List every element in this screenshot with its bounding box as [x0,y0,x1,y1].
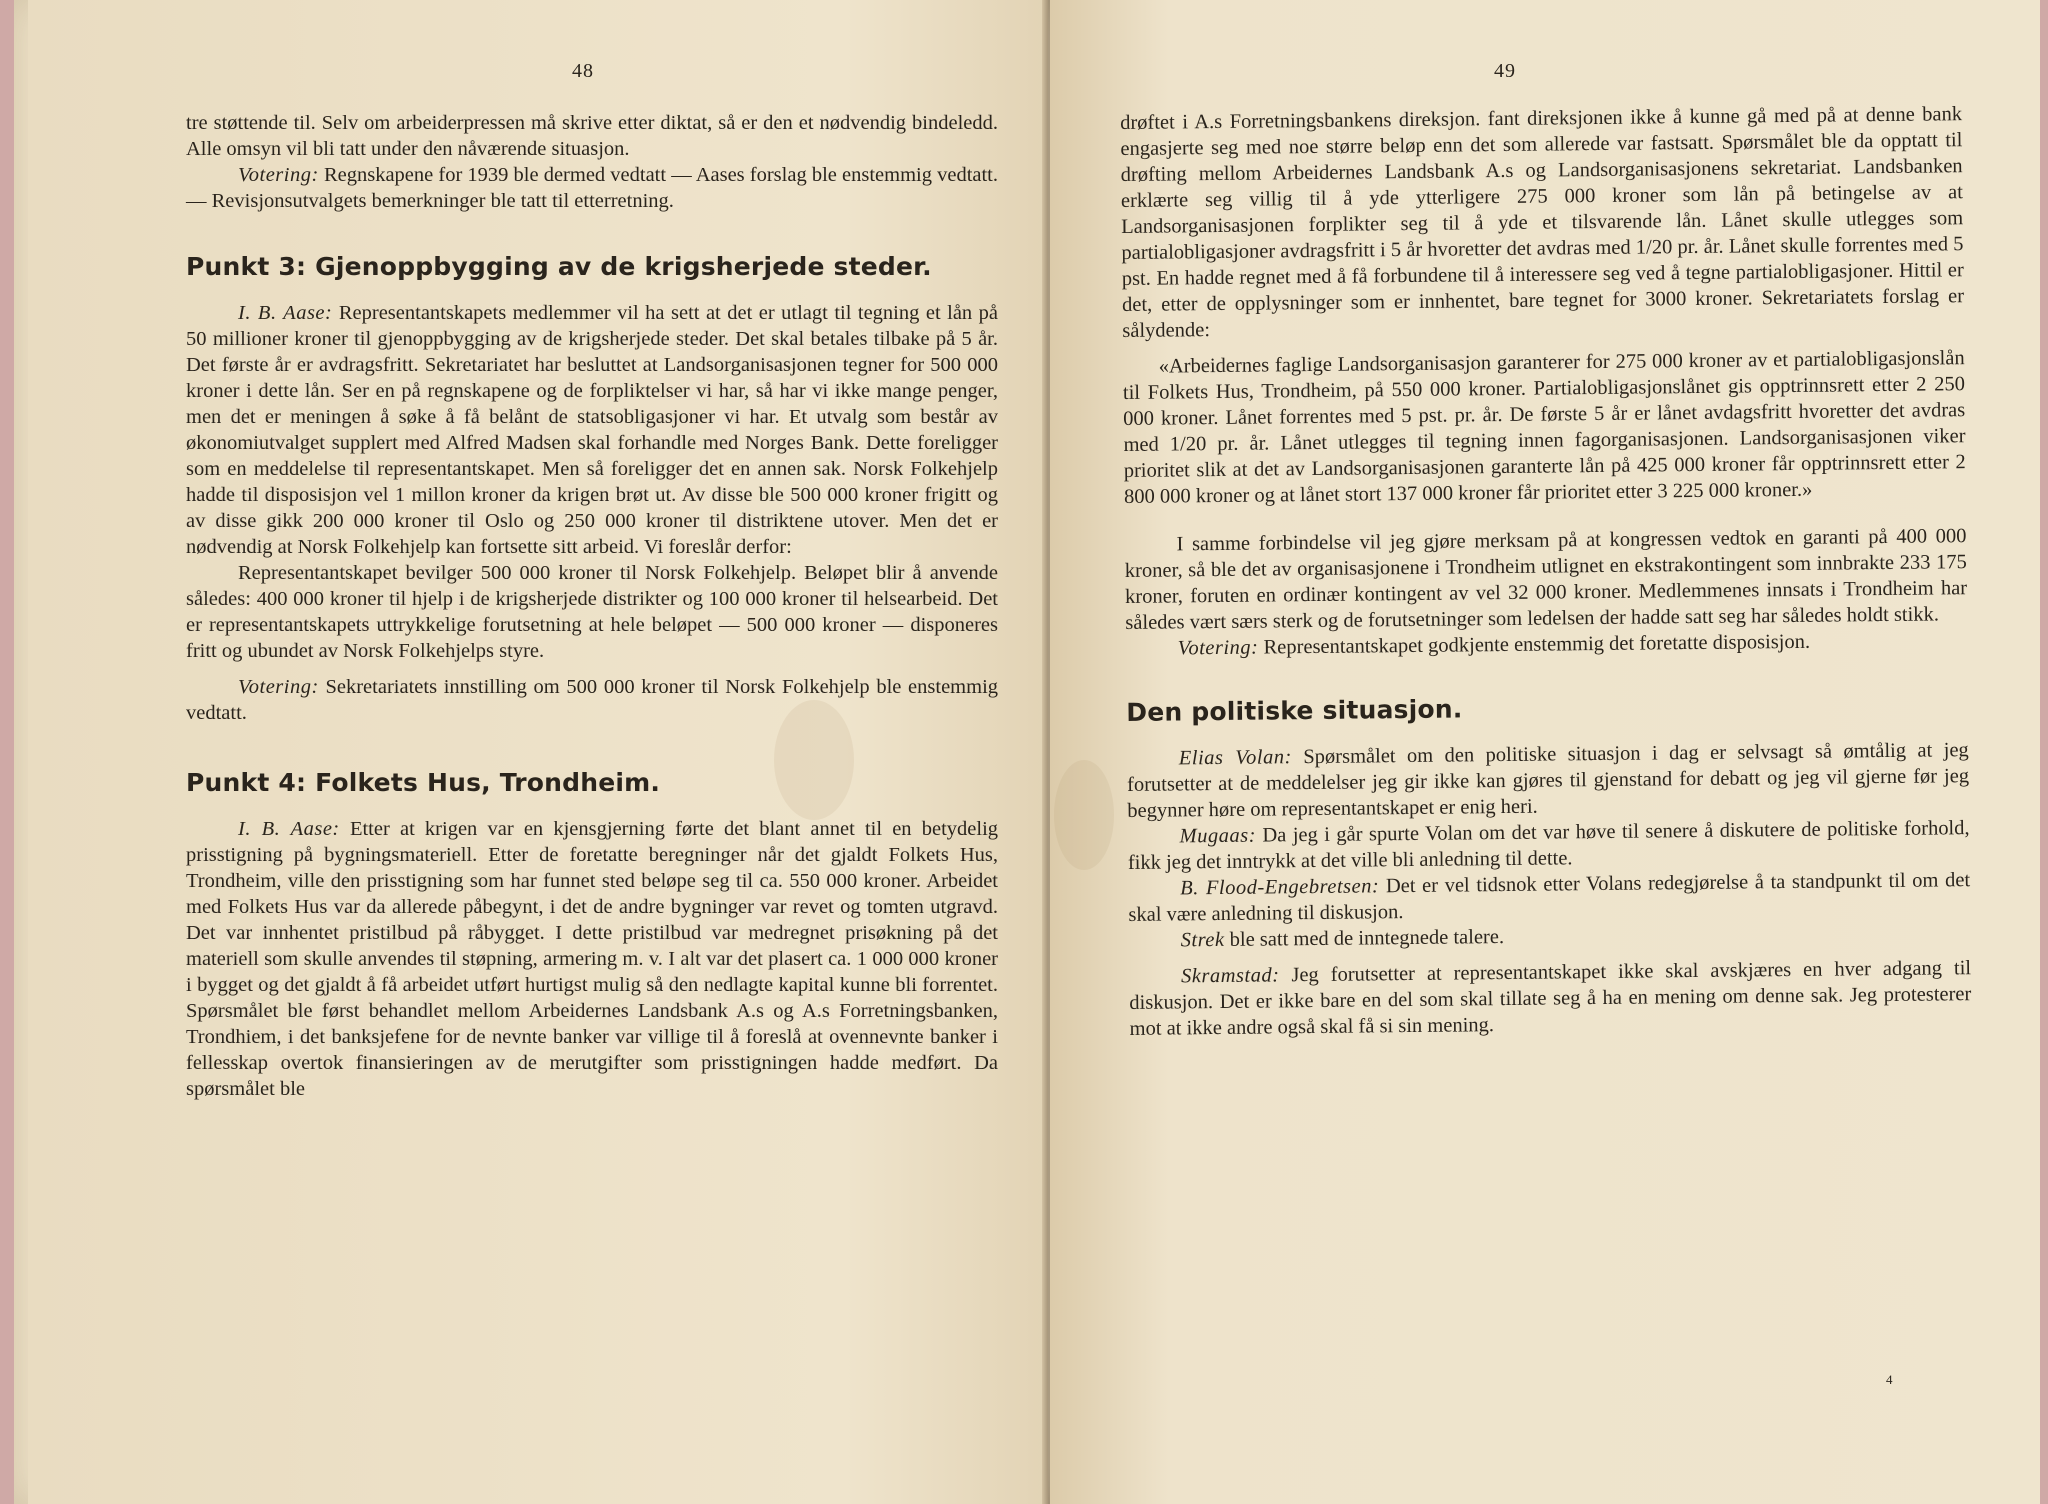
page-number-48: 48 [572,60,594,82]
speaker-label: Votering: [238,164,319,186]
speech-paragraph [1127,737,1970,824]
paragraph-text: Spørsmålet om den politiske situasjon i dag er selvsagt så ømtålig at jeg forutsetter at de meddelelser jeg gir ikke kan gjøres til gjenstand for debatt og jeg vil gjerne før jeg begynner høre om representantskapet er enig heri. [1126,739,1970,822]
right-page [1050,0,2040,1504]
speech-paragraph [186,300,998,560]
left-page [28,0,1048,1504]
paragraph: I samme forbindelse vil jeg gjøre merksam på at kongressen vedtok en garanti på 400 000 kroner, så ble det av organisasjonene i Trondheim utlignet en ekstrakontingent som innbrakte 233 175 kroner, foruten en ordinær kontingent av vel 32 000 kroner. Medlemmenes innsats i Trondheim har således vært særs sterk og de forutsetninger som ledelsen der hadde satt seg har således holdt stikk. [1124,525,1968,634]
vote-paragraph [186,674,998,726]
paragraph-text: Jeg forutsetter at representantskapet ikke skal avskjæres en hver adgang til diskusjon. Det er ikke bare en del som skal tillate seg å ha en mening om denne sak. Jeg protesterer mot at ikke andre også skal få si sin mening. [1129,957,1972,1040]
speaker-label: I. B. Aase: [238,818,340,840]
paragraph-text: tre støttende til. Selv om arbeiderpressen må skrive etter diktat, så er den et nødvendig bindeledd. Alle omsyn vil bli tatt under den nåværende situasjon. [186,112,998,160]
page-number-49: 49 [1494,60,1516,82]
speaker-label: Votering: [238,676,319,698]
paragraph-text: Det er vel tidsnok etter Volans redegjørelse å ta standpunkt til om det skal være anledning til diskusjon. [1128,869,1971,926]
left-page-text [186,110,998,1102]
paper-stain [774,700,854,820]
speech-paragraph [1127,815,1969,876]
paragraph-text: Sekretariatets innstilling om 500 000 kroner til Norsk Folkehjelp ble enstemmig vedtatt. [186,676,999,724]
paragraph-text: Da jeg i går spurte Volan om det var høve til senere å diskutere de politiske forhold, fikk jeg det inntrykk at det ville bli anledning til dette. [1127,817,1970,874]
speaker-label: Strek [1180,928,1225,952]
paragraph-text: Representantskapet godkjente enstemmig det foretatte disposisjon. [1263,630,1811,659]
paragraph [186,110,998,162]
speaker-label: Votering: [1177,636,1259,660]
paragraph-text: Etter at krigen var en kjensgjerning førte det blant annet til en betydelig prisstigning på bygningsmateriell. Etter de foretatte beregninger når det gjaldt Folkets Hus, Trondheim, ville den prisstigning som har funnet sted beløpe seg til ca. 550 000 kroner. Arbeidet med Folkets Hus var da allerede påbegynt, i det de andre bygninger var revet og tomten utgravd. Det var innhentet pristilbud på råbygget. I dette pristilbud var medregnet prisøkning på det materiell som skulle anvendes til støpning, armering m. v. I alt var det plasert ca. 1 000 000 kroner i bygget og det gjaldt å få arbeidet utført hurtigst mulig så den nedlagte kapital kunne bli forrentet. Spørsmålet ble først behandlet mellom Arbeidernes Landsbank A.s og A.s Forretningsbanken, Trondhiem, i det banksjefene for de nevnte banker var villige til å foreslå at ovennevnte banker i fellesskap overtok finansieringen av de merutgifter som prisstigningen hadde medført. Da spørsmålet ble [186,818,999,1100]
paragraph-text: ble satt med de inntegnede talere. [1229,926,1505,951]
right-page-text [1120,101,1972,1042]
speaker-label: Mugaas: [1179,824,1257,848]
resolution-paragraph [186,560,998,664]
quoted-proposal: «Arbeidernes faglige Landsorganisasjon garanterer for 275 000 kroner av et partialobligasjonslån til Folkets Hus, Trondheim, på 550 000 kroner. Partialobligasjonslånet gis opptrinnsrett etter 2 250 000 kroner. Lånet forrentes med 5 pst. pr. år. De første 5 år er lånet avdagsfritt hvoretter det avdras med 1/20 pr. år. Lånet utlegges til tegning innen fagorganisasjonen. Landsorganisasjonen viker prioritet slik at det av Landsorganisasjonen garanterte lån på 425 000 kroner får opptrinnsrett etter 2 800 000 kroner og at lånet stort 137 000 kroner får prioritet etter 3 225 000 kroner.» [1122,347,1966,508]
section-heading-punkt-4: Punkt 4: Folkets Hus, Trondheim. [186,768,661,797]
section-heading-politics: Den politiske situasjon. [1126,694,1463,727]
speech-paragraph [1129,955,1972,1042]
paragraph-text: Representantskapets medlemmer vil ha sett at det er utlagt til tegning et lån på 50 millioner kroner til gjenoppbygging av de krigsherjede steder. Det skal betales tilbake på 5 år. Det første år er avdragsfritt. Sekretariatet har besluttet at Landsorganisasjonen tegner for 500 000 kroner i dette lån. Ser en på regnskapene og de forpliktelser vi har, så har vi ikke mange penger, men det er meningen å søke å få belånt de statsobligasjoner vi har. Et utvalg som består av økonomiutvalget supplert med Alfred Madsen skal forhandle med Norges Bank. Dette foreligger som en meddelelse til representantskapet. Men så foreligger det en annen sak. Norsk Folkehjelp hadde til disposisjon vel 1 millon kroner da krigen brøt ut. Av disse ble 500 000 kroner frigitt og av disse gikk 200 000 kroner til Oslo og 250 000 kroner til distriktene utover. Men det er nødvendig at Norsk Folkehjelp kan fortsette sitt arbeid. Vi foreslår derfor: [186,302,998,558]
speaker-label: B. Flood-Engebretsen: [1180,875,1380,900]
paragraph-text: Regnskapene for 1939 ble dermed vedtatt — Aases forslag ble enstemmig vedtatt. — Revisjonsutvalgets bemerkninger ble tatt til etterretning. [186,164,999,212]
paper-stain [1054,760,1114,870]
folio-signature-mark: 4 [1886,1372,1893,1387]
continuation-paragraph: drøftet i A.s Forretningsbankens direksjon. fant direksjonen ikke å kunne gå med på at denne bank engasjerte seg med noe større beløp enn det som allerede var fastsatt. Spørsmålet ble da opptatt til drøfting mellom Arbeidernes Landsbank A.s og Landsorganisasjonens sekretariat. Landsbanken erklærte seg villig til å yde ytterligere 275 000 kroner som lån på betingelse av at Landsorganisasjonen forplikter seg til å yde et tilsvarende lån. Lånet skulle utlegges som partialobligasjoner avdragsfritt i 5 år hvoretter det avdras med 1/20 pr. år. Lånet skulle forrentes med 5 pst. En hadde regnet med å få forbundene til å interessere seg ved å tegne partialobligasjoner. Hittil er det, etter de opplysninger som er innhentet, bare tegnet for 3000 kroner. Sekretariatets forslag er sålydende: [1120,103,1965,342]
book-spread [14,0,2026,1504]
section-heading-punkt-3: Punkt 3: Gjenoppbygging av de krigsherjede steder. [186,252,932,281]
speech-paragraph [186,816,998,1102]
paragraph-text: Representantskapet bevilger 500 000 kroner til Norsk Folkehjelp. Beløpet blir å anvende således: 400 000 kroner til hjelp i de krigsherjede distrikter og 100 000 kroner til helsearbeid. Det er representantskapets uttrykkelige forutsetning at hele beløpet — 500 000 kroner — disponeres fritt og ubundet av Norsk Folkehjelps styre. [186,562,998,662]
vote-paragraph [186,162,998,214]
speaker-label: Skramstad: [1180,964,1280,988]
speaker-label: I. B. Aase: [238,302,333,324]
speaker-label: Elias Volan: [1178,746,1292,770]
speech-paragraph [1128,867,1970,928]
